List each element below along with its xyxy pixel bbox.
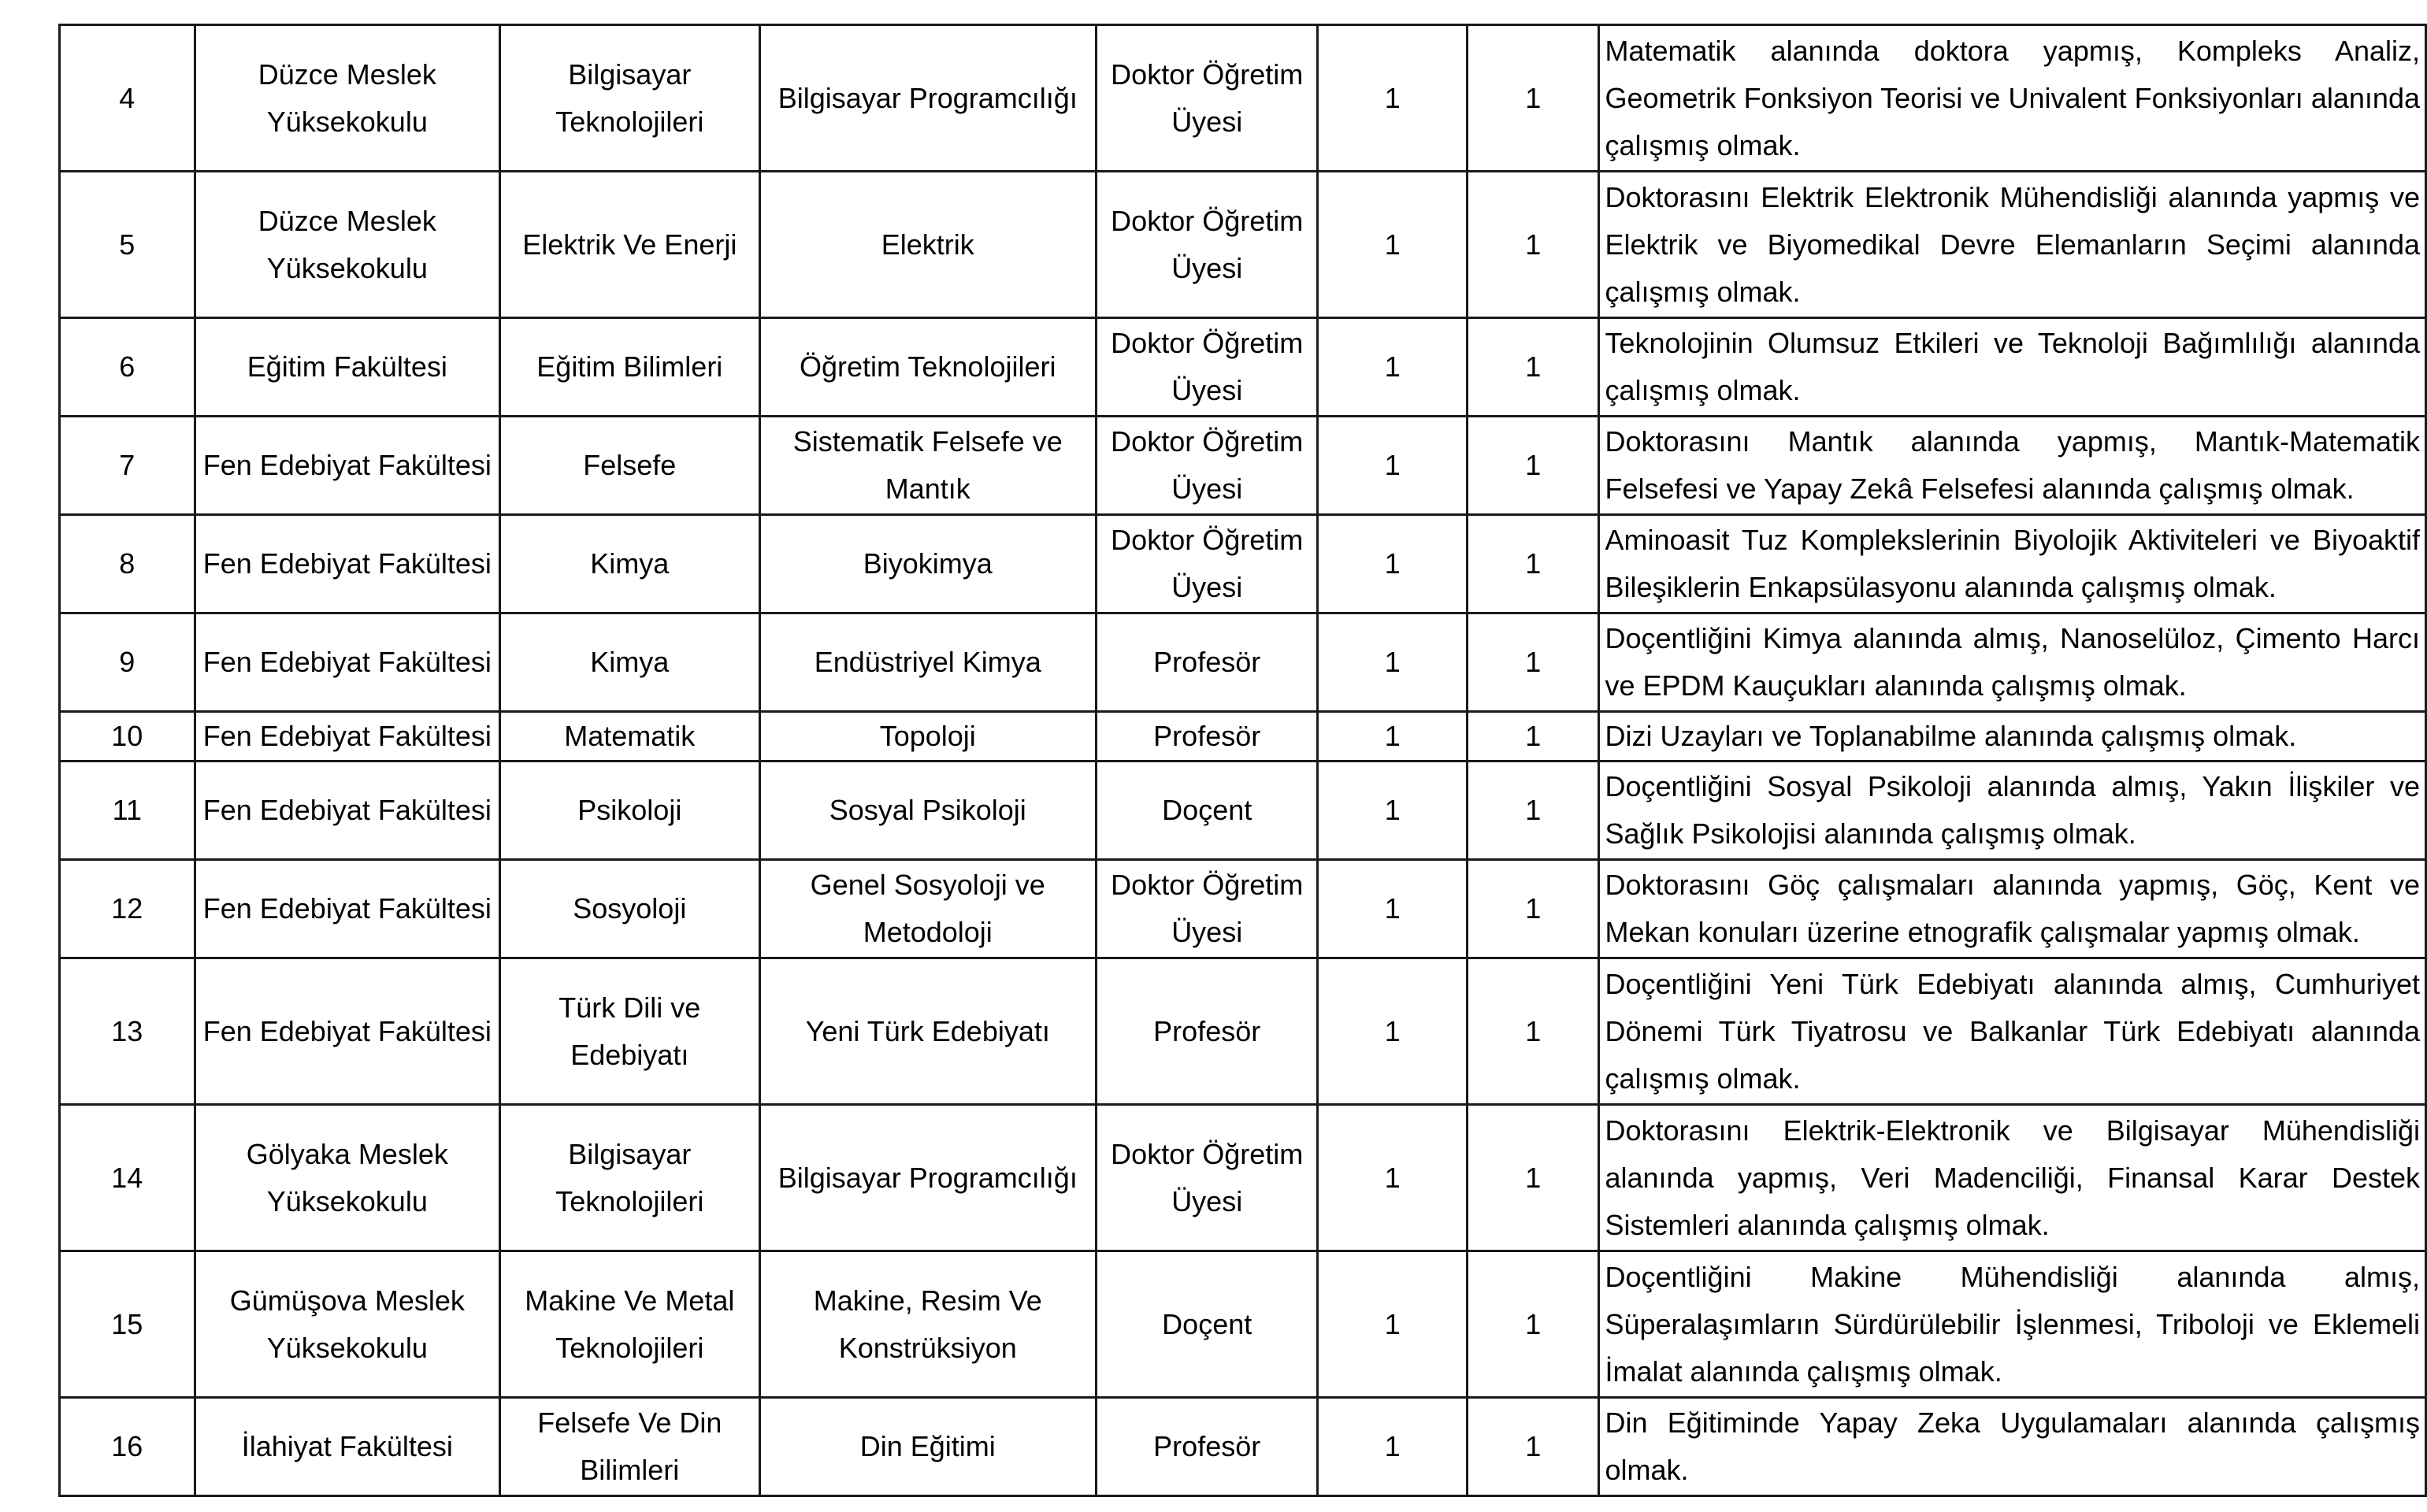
quota-cell: 1 [1467, 172, 1599, 318]
quota-cell: 1 [1467, 860, 1599, 958]
position-count-cell: 1 [1318, 1251, 1467, 1398]
row-number: 11 [60, 762, 195, 860]
title-cell: Doktor Öğretim Üyesi [1096, 417, 1318, 515]
row-number: 8 [60, 515, 195, 613]
table-row [60, 417, 2426, 515]
quota-cell: 1 [1467, 515, 1599, 613]
quota-cell: 1 [1467, 25, 1599, 172]
department-cell: Eğitim Bilimleri [500, 318, 760, 417]
table-row [60, 860, 2426, 958]
program-cell: Öğretim Teknolojileri [759, 318, 1096, 417]
program-cell: Bilgisayar Programcılığı [759, 1105, 1096, 1251]
requirement-cell: Dizi Uzayları ve Toplanabilme alanında çalışmış olmak. [1599, 712, 2426, 762]
table-row [60, 712, 2426, 762]
row-number: 13 [60, 958, 195, 1105]
program-cell: Sosyal Psikoloji [759, 762, 1096, 860]
requirement-cell: Doçentliğini Sosyal Psikoloji alanında almış, Yakın İlişkiler ve Sağlık Psikolojisi alanında çalışmış olmak. [1599, 762, 2426, 860]
requirement-cell: Doktorasını Elektrik-Elektronik ve Bilgisayar Mühendisliği alanında yapmış, Veri Madenciliği, Finansal Karar Destek Sistemleri alanında çalışmış olmak. [1599, 1105, 2426, 1251]
title-cell: Doktor Öğretim Üyesi [1096, 318, 1318, 417]
position-count-cell: 1 [1318, 1398, 1467, 1496]
department-cell: Türk Dili ve Edebiyatı [500, 958, 760, 1105]
program-cell: Yeni Türk Edebiyatı [759, 958, 1096, 1105]
requirement-cell: Doktorasını Göç çalışmaları alanında yapmış, Göç, Kent ve Mekan konuları üzerine etnografik çalışmalar yapmış olmak. [1599, 860, 2426, 958]
department-cell: Bilgisayar Teknolojileri [500, 1105, 760, 1251]
row-number: 12 [60, 860, 195, 958]
unit-cell: Gümüşova Meslek Yüksekokulu [195, 1251, 499, 1398]
department-cell: Kimya [500, 515, 760, 613]
position-count-cell: 1 [1318, 1105, 1467, 1251]
requirement-cell: Doçentliğini Makine Mühendisliği alanında almış, Süperalaşımların Sürdürülebilir İşlenmesi, Triboloji ve Eklemeli İmalat alanında çalışmış olmak. [1599, 1251, 2426, 1398]
row-number: 10 [60, 712, 195, 762]
requirement-cell: Doçentliğini Kimya alanında almış, Nanoselüloz, Çimento Harcı ve EPDM Kauçukları alanında çalışmış olmak. [1599, 613, 2426, 712]
table-row [60, 613, 2426, 712]
positions-table [58, 24, 2427, 1497]
position-count-cell: 1 [1318, 172, 1467, 318]
unit-cell: Eğitim Fakültesi [195, 318, 499, 417]
requirement-cell: Doçentliğini Yeni Türk Edebiyatı alanında almış, Cumhuriyet Dönemi Türk Tiyatrosu ve Balkanlar Türk Edebiyatı alanında çalışmış olmak. [1599, 958, 2426, 1105]
unit-cell: Fen Edebiyat Fakültesi [195, 712, 499, 762]
quota-cell: 1 [1467, 417, 1599, 515]
position-count-cell: 1 [1318, 417, 1467, 515]
table-row [60, 1251, 2426, 1398]
program-cell: Din Eğitimi [759, 1398, 1096, 1496]
program-cell: Endüstriyel Kimya [759, 613, 1096, 712]
row-number: 5 [60, 172, 195, 318]
requirement-cell: Teknolojinin Olumsuz Etkileri ve Teknoloji Bağımlılığı alanında çalışmış olmak. [1599, 318, 2426, 417]
position-count-cell: 1 [1318, 613, 1467, 712]
title-cell: Doktor Öğretim Üyesi [1096, 25, 1318, 172]
title-cell: Doçent [1096, 762, 1318, 860]
program-cell: Sistematik Felsefe ve Mantık [759, 417, 1096, 515]
position-count-cell: 1 [1318, 25, 1467, 172]
row-number: 4 [60, 25, 195, 172]
program-cell: Topoloji [759, 712, 1096, 762]
program-cell: Biyokimya [759, 515, 1096, 613]
table-row [60, 318, 2426, 417]
department-cell: Kimya [500, 613, 760, 712]
quota-cell: 1 [1467, 762, 1599, 860]
table-row [60, 515, 2426, 613]
quota-cell: 1 [1467, 1105, 1599, 1251]
quota-cell: 1 [1467, 1251, 1599, 1398]
title-cell: Profesör [1096, 712, 1318, 762]
requirement-cell: Aminoasit Tuz Komplekslerinin Biyolojik Aktiviteleri ve Biyoaktif Bileşiklerin Enkapsülasyonu alanında çalışmış olmak. [1599, 515, 2426, 613]
unit-cell: Gölyaka Meslek Yüksekokulu [195, 1105, 499, 1251]
program-cell: Elektrik [759, 172, 1096, 318]
unit-cell: İlahiyat Fakültesi [195, 1398, 499, 1496]
department-cell: Sosyoloji [500, 860, 760, 958]
unit-cell: Fen Edebiyat Fakültesi [195, 515, 499, 613]
title-cell: Doktor Öğretim Üyesi [1096, 1105, 1318, 1251]
department-cell: Makine Ve Metal Teknolojileri [500, 1251, 760, 1398]
department-cell: Felsefe Ve Din Bilimleri [500, 1398, 760, 1496]
title-cell: Doktor Öğretim Üyesi [1096, 172, 1318, 318]
table-row [60, 1398, 2426, 1496]
title-cell: Profesör [1096, 958, 1318, 1105]
unit-cell: Fen Edebiyat Fakültesi [195, 958, 499, 1105]
department-cell: Bilgisayar Teknolojileri [500, 25, 760, 172]
table-row [60, 172, 2426, 318]
program-cell: Genel Sosyoloji ve Metodoloji [759, 860, 1096, 958]
position-count-cell: 1 [1318, 318, 1467, 417]
requirement-cell: Doktorasını Mantık alanında yapmış, Mantık-Matematik Felsefesi ve Yapay Zekâ Felsefesi alanında çalışmış olmak. [1599, 417, 2426, 515]
requirement-cell: Doktorasını Elektrik Elektronik Mühendisliği alanında yapmış ve Elektrik ve Biyomedikal Devre Elemanların Seçimi alanında çalışmış olmak. [1599, 172, 2426, 318]
position-count-cell: 1 [1318, 712, 1467, 762]
quota-cell: 1 [1467, 1398, 1599, 1496]
requirement-cell: Din Eğitiminde Yapay Zeka Uygulamaları alanında çalışmış olmak. [1599, 1398, 2426, 1496]
title-cell: Doktor Öğretim Üyesi [1096, 860, 1318, 958]
table-row [60, 25, 2426, 172]
requirement-cell: Matematik alanında doktora yapmış, Kompleks Analiz, Geometrik Fonksiyon Teorisi ve Univalent Fonksiyonları alanında çalışmış olmak. [1599, 25, 2426, 172]
quota-cell: 1 [1467, 613, 1599, 712]
title-cell: Profesör [1096, 613, 1318, 712]
position-count-cell: 1 [1318, 958, 1467, 1105]
program-cell: Bilgisayar Programcılığı [759, 25, 1096, 172]
position-count-cell: 1 [1318, 860, 1467, 958]
unit-cell: Fen Edebiyat Fakültesi [195, 762, 499, 860]
table-row [60, 762, 2426, 860]
department-cell: Felsefe [500, 417, 760, 515]
title-cell: Doçent [1096, 1251, 1318, 1398]
row-number: 9 [60, 613, 195, 712]
department-cell: Matematik [500, 712, 760, 762]
table-row [60, 1105, 2426, 1251]
row-number: 7 [60, 417, 195, 515]
unit-cell: Düzce Meslek Yüksekokulu [195, 25, 499, 172]
row-number: 15 [60, 1251, 195, 1398]
position-count-cell: 1 [1318, 762, 1467, 860]
department-cell: Elektrik Ve Enerji [500, 172, 760, 318]
program-cell: Makine, Resim Ve Konstrüksiyon [759, 1251, 1096, 1398]
quota-cell: 1 [1467, 318, 1599, 417]
department-cell: Psikoloji [500, 762, 760, 860]
quota-cell: 1 [1467, 958, 1599, 1105]
unit-cell: Fen Edebiyat Fakültesi [195, 417, 499, 515]
quota-cell: 1 [1467, 712, 1599, 762]
table-row [60, 958, 2426, 1105]
unit-cell: Fen Edebiyat Fakültesi [195, 613, 499, 712]
title-cell: Profesör [1096, 1398, 1318, 1496]
title-cell: Doktor Öğretim Üyesi [1096, 515, 1318, 613]
row-number: 14 [60, 1105, 195, 1251]
row-number: 6 [60, 318, 195, 417]
unit-cell: Düzce Meslek Yüksekokulu [195, 172, 499, 318]
position-count-cell: 1 [1318, 515, 1467, 613]
unit-cell: Fen Edebiyat Fakültesi [195, 860, 499, 958]
row-number: 16 [60, 1398, 195, 1496]
